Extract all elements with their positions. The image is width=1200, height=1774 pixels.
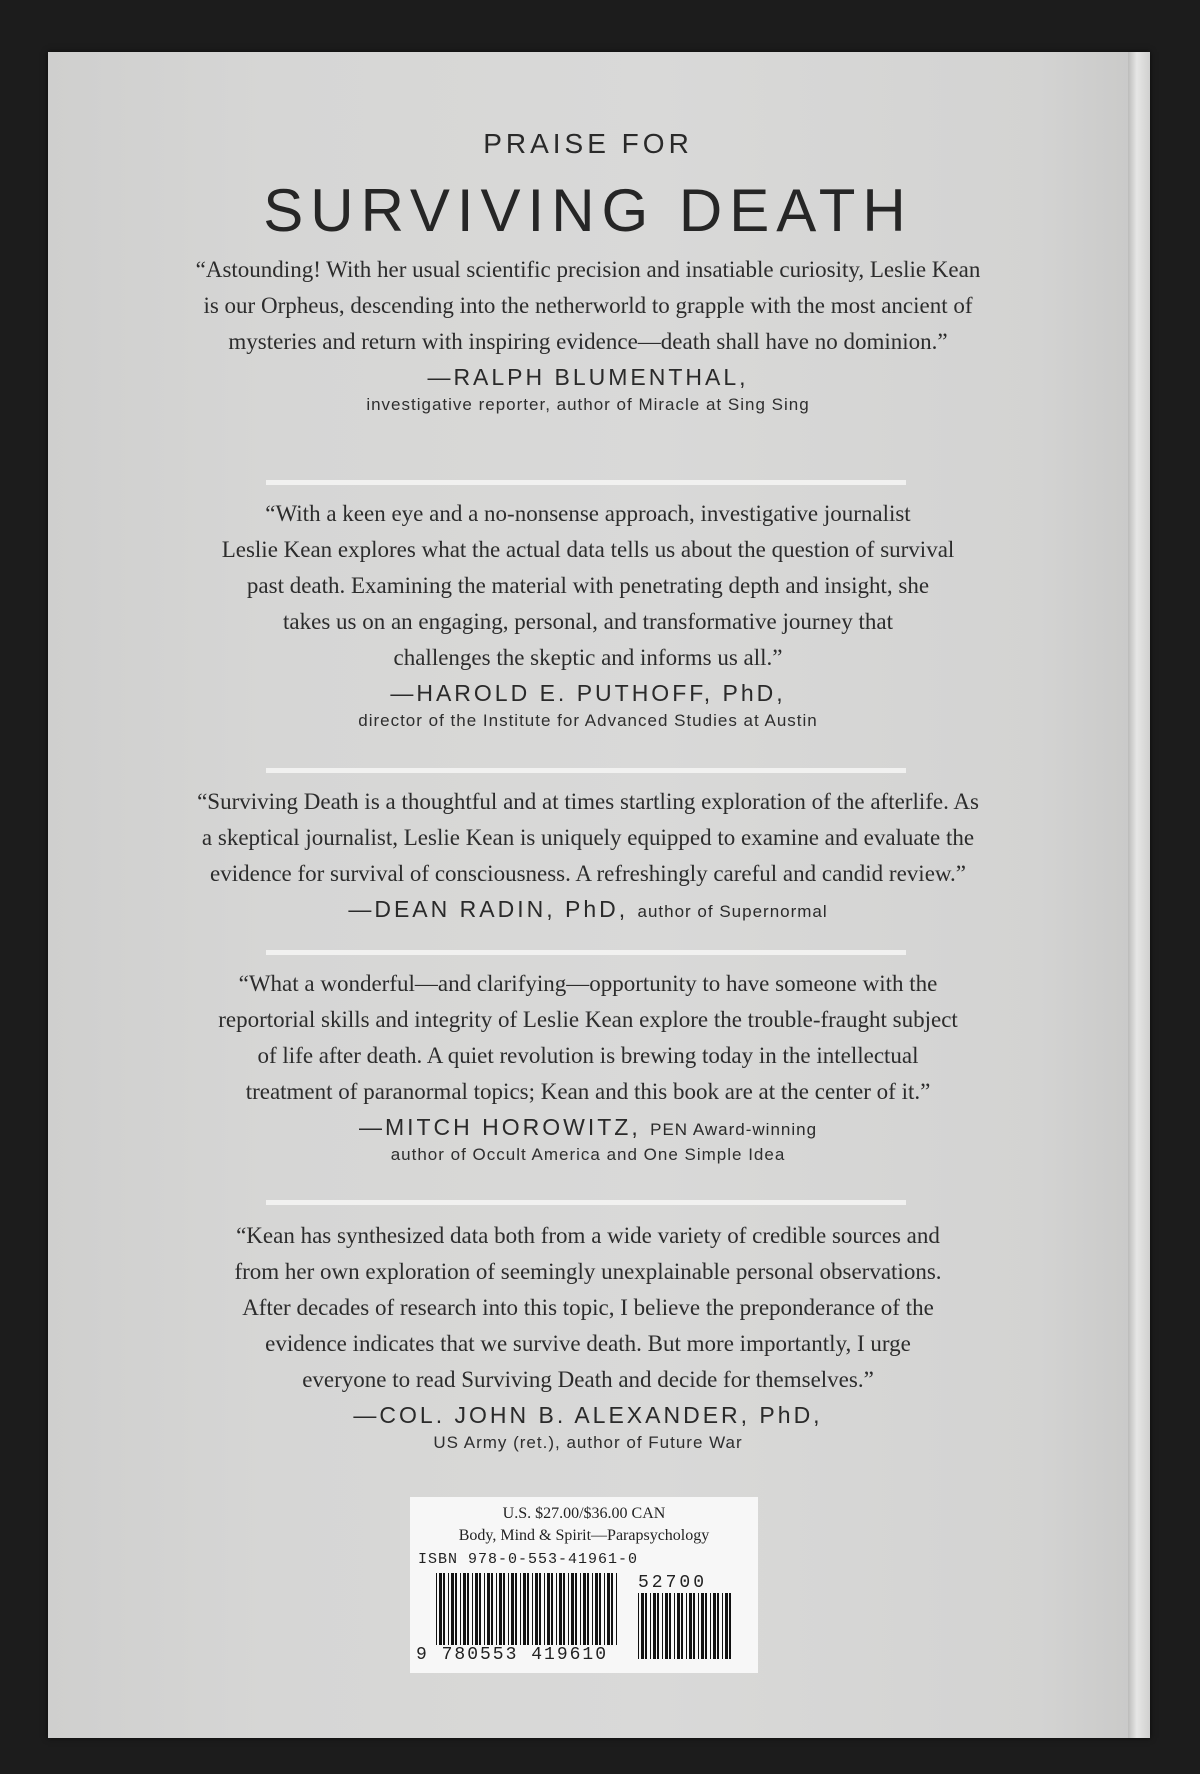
barcode-bar bbox=[595, 1573, 598, 1645]
barcode-bar bbox=[551, 1573, 553, 1645]
divider-rule bbox=[266, 480, 906, 485]
barcode-bar bbox=[556, 1573, 557, 1645]
praise-for-heading: PRAISE FOR bbox=[483, 128, 693, 159]
barcode-addon-digits: 52700 bbox=[638, 1573, 708, 1593]
quote-line: mysteries and return with inspiring evidence—death shall have no dominion.” bbox=[228, 329, 948, 354]
barcode-bar bbox=[532, 1573, 533, 1645]
barcode-bar bbox=[496, 1573, 497, 1645]
barcode-bar bbox=[653, 1593, 656, 1659]
quote-line: evidence for survival of consciousness. A refreshingly careful and candid review.” bbox=[210, 861, 966, 886]
barcode-bar bbox=[722, 1593, 723, 1659]
barcode-bar bbox=[568, 1573, 569, 1645]
barcode-bar bbox=[571, 1573, 574, 1645]
barcode-bar bbox=[677, 1593, 680, 1659]
quote-line: “What a wonderful—and clarifying—opportunity to have someone with the bbox=[238, 971, 938, 996]
barcode-bar bbox=[467, 1573, 469, 1645]
quote-line: “Kean has synthesized data both from a wide variety of credible sources and bbox=[236, 1223, 940, 1248]
barcode-bar bbox=[547, 1573, 550, 1645]
quote-line: everyone to read Surviving Death and decide for themselves.” bbox=[302, 1367, 874, 1392]
barcode-bar bbox=[705, 1593, 707, 1659]
quote-line: a skeptical journalist, Leslie Kean is uniquely equipped to examine and evaluate the bbox=[201, 825, 975, 850]
barcode-bar bbox=[539, 1573, 541, 1645]
blurb-attribution bbox=[48, 896, 1128, 923]
barcode-bar bbox=[607, 1573, 610, 1645]
barcode-bar bbox=[499, 1573, 502, 1645]
book-title: SURVIVING DEATH bbox=[263, 177, 913, 244]
barcode-bar bbox=[491, 1573, 493, 1645]
blurb-5 bbox=[48, 1218, 1128, 1453]
barcode-bar bbox=[611, 1573, 613, 1645]
barcode-bar bbox=[645, 1593, 647, 1659]
barcode-bar bbox=[451, 1573, 454, 1645]
quote-line: “Astounding! With her usual scientific precision and insatiable curiosity, Leslie Kean bbox=[195, 257, 981, 282]
barcode-bar bbox=[657, 1593, 659, 1659]
barcode-bar bbox=[650, 1593, 651, 1659]
barcode-bar bbox=[669, 1593, 671, 1659]
blurb-quote bbox=[48, 784, 1128, 892]
category-text: Body, Mind & Spirit—Parapsychology bbox=[458, 1527, 710, 1544]
quote-line: of life after death. A quiet revolution is brewing today in the intellectual bbox=[257, 1043, 919, 1068]
blurb-4 bbox=[48, 966, 1128, 1165]
quote-line: takes us on an engaging, personal, and transformative journey that bbox=[283, 609, 893, 634]
barcode-bar bbox=[580, 1573, 581, 1645]
barcode-bar bbox=[592, 1573, 593, 1645]
blurb-quote bbox=[48, 1218, 1128, 1398]
barcode-bar bbox=[559, 1573, 562, 1645]
barcode-bar bbox=[535, 1573, 538, 1645]
barcode-bar bbox=[587, 1573, 589, 1645]
barcode-bar bbox=[544, 1573, 545, 1645]
barcode-bar bbox=[710, 1593, 711, 1659]
attribution-name: —DEAN RADIN, PhD, bbox=[348, 896, 629, 922]
barcode-bar bbox=[701, 1593, 704, 1659]
blurb-affiliation: US Army (ret.), author of Future War bbox=[433, 1433, 743, 1452]
divider-rule bbox=[266, 768, 906, 773]
barcode-bar bbox=[479, 1573, 481, 1645]
blurb-attribution bbox=[48, 1114, 1128, 1141]
barcode-bar bbox=[455, 1573, 457, 1645]
quote-line: challenges the skeptic and informs us all.” bbox=[393, 645, 783, 670]
barcode-bar bbox=[503, 1573, 505, 1645]
blurb-affiliation: director of the Institute for Advanced Studies at Austin bbox=[358, 711, 818, 730]
attribution-suffix: PEN Award-winning bbox=[650, 1120, 818, 1139]
quote-line: “With a keen eye and a no-nonsense approach, investigative journalist bbox=[265, 501, 911, 526]
blurb-1 bbox=[48, 252, 1128, 415]
quote-line: After decades of research into this topic, I believe the preponderance of the bbox=[242, 1295, 934, 1320]
quote-line: reportorial skills and integrity of Leslie Kean explore the trouble-fraught subject bbox=[218, 1007, 958, 1032]
barcode-icon bbox=[436, 1573, 620, 1651]
barcode-bar bbox=[698, 1593, 699, 1659]
barcode-bar bbox=[515, 1573, 517, 1645]
barcode-bar bbox=[725, 1593, 728, 1659]
barcode-bar bbox=[641, 1593, 644, 1659]
barcode-bar bbox=[583, 1573, 586, 1645]
barcode-bar bbox=[674, 1593, 675, 1659]
barcode-bar bbox=[717, 1593, 719, 1659]
barcode-bar bbox=[443, 1573, 445, 1645]
barcode-bar bbox=[638, 1593, 639, 1659]
quote-line: is our Orpheus, descending into the netherworld to grapple with the most ancient of bbox=[203, 293, 973, 318]
barcode-bar bbox=[599, 1573, 601, 1645]
barcode-bar bbox=[693, 1593, 695, 1659]
barcode-bar bbox=[472, 1573, 473, 1645]
quote-line: evidence indicates that we survive death. But more importantly, I urge bbox=[265, 1331, 911, 1356]
blurb-affiliation: investigative reporter, author of Miracle at Sing Sing bbox=[366, 395, 810, 414]
isbn-text: ISBN 978-0-553-41961-0 bbox=[418, 1551, 639, 1568]
quote-line: treatment of paranormal topics; Kean and this book are at the center of it.” bbox=[245, 1079, 931, 1104]
barcode-bar bbox=[520, 1573, 521, 1645]
barcode-bar bbox=[527, 1573, 529, 1645]
barcode-bar bbox=[729, 1593, 731, 1659]
barcode-bar bbox=[511, 1573, 514, 1645]
book-back-cover bbox=[48, 52, 1150, 1738]
barcode-bar bbox=[575, 1573, 577, 1645]
barcode-addon-icon bbox=[638, 1593, 732, 1659]
blurb-2 bbox=[48, 496, 1128, 731]
barcode-label bbox=[410, 1497, 758, 1673]
blurb-quote bbox=[48, 966, 1128, 1110]
cover-content bbox=[48, 52, 1128, 1738]
attribution-name: —MITCH HOROWITZ, bbox=[358, 1114, 641, 1140]
barcode-bar bbox=[616, 1573, 617, 1645]
barcode-digits: 9 780553 419610 bbox=[416, 1645, 609, 1665]
barcode-bar bbox=[665, 1593, 668, 1659]
barcode-bar bbox=[563, 1573, 565, 1645]
barcode-bar bbox=[681, 1593, 683, 1659]
barcode-bar bbox=[448, 1573, 449, 1645]
blurb-quote bbox=[48, 496, 1128, 676]
price-text: U.S. $27.00/$36.00 CAN bbox=[502, 1505, 666, 1522]
quote-line: past death. Examining the material with penetrating depth and insight, she bbox=[246, 573, 930, 598]
barcode-bar bbox=[523, 1573, 526, 1645]
barcode-bar bbox=[487, 1573, 490, 1645]
barcode-bar bbox=[463, 1573, 466, 1645]
barcode-bar bbox=[475, 1573, 478, 1645]
barcode-bar bbox=[439, 1573, 442, 1645]
barcode-bar bbox=[436, 1573, 437, 1645]
blurb-attribution: —HAROLD E. PUTHOFF, PhD, bbox=[390, 680, 786, 706]
spine-edge bbox=[1128, 52, 1150, 1738]
blurb-quote bbox=[48, 252, 1128, 360]
blurb-affiliation: author of Occult America and One Simple Idea bbox=[390, 1145, 786, 1164]
quote-line: from her own exploration of seemingly unexplainable personal observations. bbox=[234, 1259, 942, 1284]
blurb-3 bbox=[48, 784, 1128, 923]
attribution-suffix: author of Supernormal bbox=[637, 902, 828, 921]
blurb-attribution: —COL. JOHN B. ALEXANDER, PhD, bbox=[353, 1402, 823, 1428]
divider-rule bbox=[266, 1200, 906, 1205]
quote-line: “Surviving Death is a thoughtful and at times startling exploration of the afterlife. As bbox=[197, 789, 979, 814]
barcode-bar bbox=[662, 1593, 663, 1659]
barcode-bar bbox=[604, 1573, 605, 1645]
quote-line: Leslie Kean explores what the actual data tells us about the question of survival bbox=[221, 537, 955, 562]
barcode-bar bbox=[460, 1573, 461, 1645]
divider-rule bbox=[266, 950, 906, 955]
barcode-bar bbox=[508, 1573, 509, 1645]
blurb-attribution: —RALPH BLUMENTHAL, bbox=[427, 364, 749, 390]
barcode-bar bbox=[689, 1593, 692, 1659]
barcode-bar bbox=[686, 1593, 687, 1659]
barcode-bar bbox=[484, 1573, 485, 1645]
barcode-bar bbox=[713, 1593, 716, 1659]
